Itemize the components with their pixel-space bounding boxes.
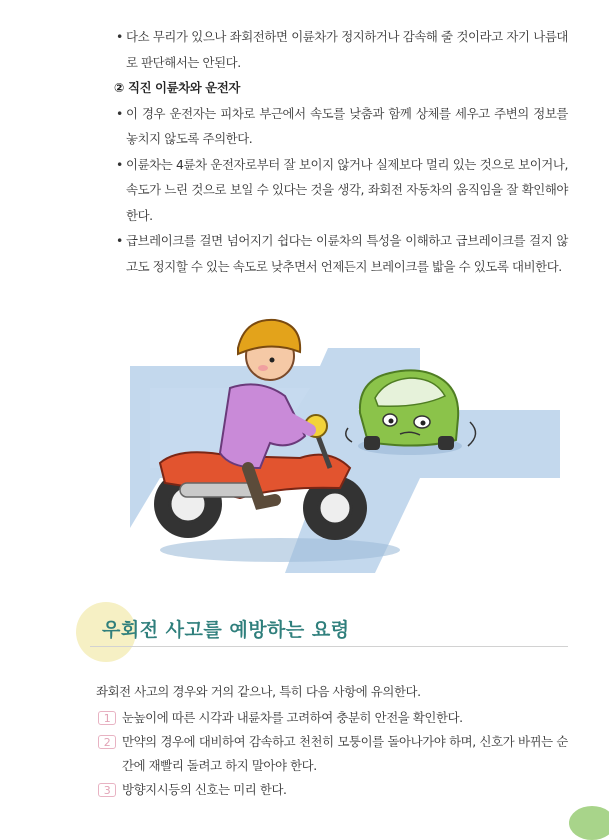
motorcycle-and-car-illustration bbox=[120, 318, 560, 588]
list-item bbox=[96, 706, 568, 730]
item-text: 눈높이에 따른 시각과 내륜차를 고려하여 충분히 안전을 확인한다. bbox=[122, 710, 463, 725]
list-item bbox=[96, 730, 568, 778]
item-number-badge: 1 bbox=[98, 711, 116, 725]
list-item: • 이 경우 운전자는 피차로 부근에서 속도를 낮춤과 함께 상체를 세우고 주변의 정보를 놓치지 않도록 주의한다. bbox=[116, 101, 568, 152]
item-text: 만약의 경우에 대비하여 감속하고 천천히 모퉁이를 돌아나가야 하며, 신호가 바뀌는 순간에 재빨리 돌려고 하지 말아야 한다. bbox=[122, 734, 568, 773]
section-header bbox=[0, 598, 609, 678]
list-item bbox=[96, 778, 568, 802]
bullet-list-top bbox=[116, 24, 568, 279]
list-item: • 이륜차는 4륜차 운전자로부터 잘 보이지 않거나 실제보다 멀리 있는 것으로 보이거나, 속도가 느린 것으로 보일 수 있다는 것을 생각, 좌회전 자동차의 움직임을 잘 확인해야 한다. bbox=[116, 152, 568, 229]
divider bbox=[90, 646, 568, 647]
list-item: • 다소 무리가 있으나 좌회전하면 이륜차가 정지하거나 감속해 줄 것이라고 자기 나름대로 판단해서는 안된다. bbox=[116, 24, 568, 75]
section-body bbox=[96, 680, 568, 802]
section-intro: 좌회전 사고의 경우와 거의 같으나, 특히 다음 사항에 유의한다. bbox=[96, 684, 421, 699]
page-corner-decoration bbox=[569, 806, 609, 840]
item-text: 방향지시등의 신호는 미리 한다. bbox=[122, 782, 287, 797]
section-title: 우회전 사고를 예방하는 요령 bbox=[102, 619, 350, 641]
item-number-badge: 2 bbox=[98, 735, 116, 749]
item-number-badge: 3 bbox=[98, 783, 116, 797]
list-item: • 급브레이크를 걸면 넘어지기 쉽다는 이륜차의 특성을 이해하고 급브레이크를 걸지 않고도 정지할 수 있는 속도로 낮추면서 언제든지 브레이크를 밟을 수 있도록 대비한다. bbox=[116, 228, 568, 279]
subsection-title: ② 직진 이륜차와 운전자 bbox=[114, 80, 240, 95]
